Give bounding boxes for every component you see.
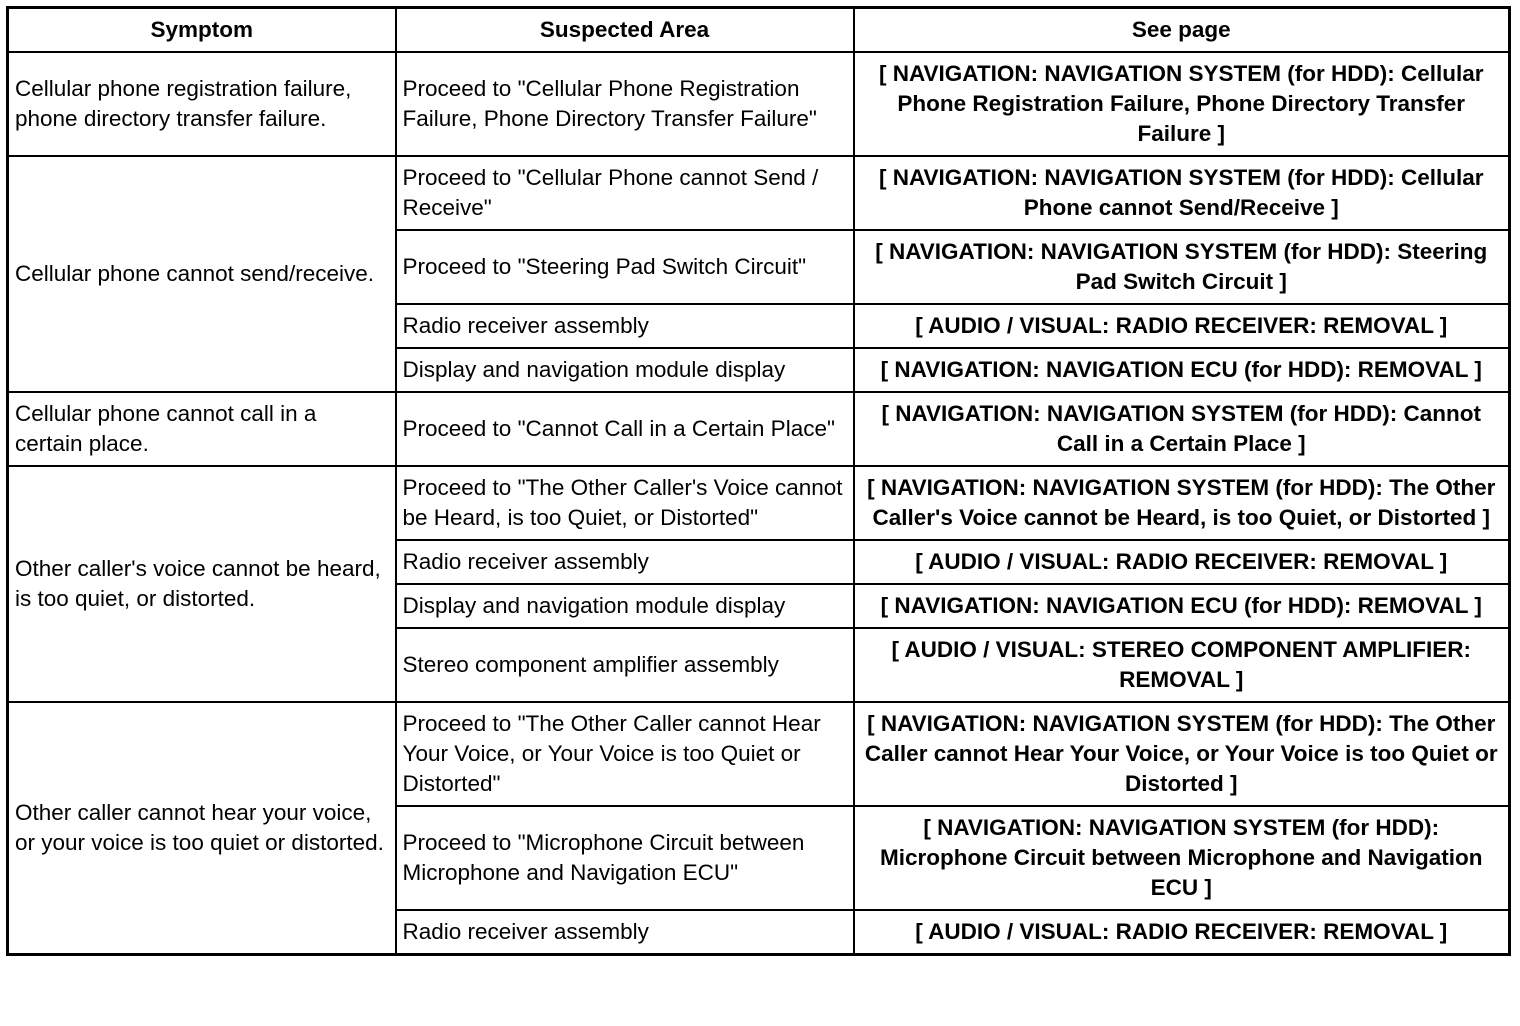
symptom-cell: Cellular phone cannot call in a certain place. <box>8 392 396 466</box>
header-symptom: Symptom <box>8 8 396 53</box>
see-page-link[interactable]: [ NAVIGATION: NAVIGATION SYSTEM (for HDD): Microphone Circuit between Microphone and Navigation ECU ] <box>854 806 1510 910</box>
header-row <box>8 8 1510 53</box>
header-see-page: See page <box>854 8 1510 53</box>
suspected-area-cell: Radio receiver assembly <box>396 304 854 348</box>
suspected-area-cell: Proceed to "Cellular Phone cannot Send / Receive" <box>396 156 854 230</box>
suspected-area-cell: Display and navigation module display <box>396 584 854 628</box>
troubleshooting-table <box>6 6 1511 956</box>
see-page-link[interactable]: [ NAVIGATION: NAVIGATION SYSTEM (for HDD): Steering Pad Switch Circuit ] <box>854 230 1510 304</box>
table-row <box>8 466 1510 540</box>
see-page-link[interactable]: [ NAVIGATION: NAVIGATION SYSTEM (for HDD): The Other Caller's Voice cannot be Heard, is too Quiet, or Distorted ] <box>854 466 1510 540</box>
see-page-link[interactable]: [ AUDIO / VISUAL: RADIO RECEIVER: REMOVAL ] <box>854 304 1510 348</box>
suspected-area-cell: Proceed to "Cannot Call in a Certain Place" <box>396 392 854 466</box>
table-row <box>8 156 1510 230</box>
header-suspected-area: Suspected Area <box>396 8 854 53</box>
table-row <box>8 702 1510 806</box>
suspected-area-cell: Proceed to "Cellular Phone Registration Failure, Phone Directory Transfer Failure" <box>396 52 854 156</box>
suspected-area-cell: Radio receiver assembly <box>396 540 854 584</box>
see-page-link[interactable]: [ NAVIGATION: NAVIGATION SYSTEM (for HDD): Cannot Call in a Certain Place ] <box>854 392 1510 466</box>
suspected-area-cell: Display and navigation module display <box>396 348 854 392</box>
symptom-cell: Cellular phone registration failure, phone directory transfer failure. <box>8 52 396 156</box>
symptom-cell: Other caller cannot hear your voice, or your voice is too quiet or distorted. <box>8 702 396 955</box>
troubleshooting-table-container <box>6 6 1508 956</box>
suspected-area-cell: Radio receiver assembly <box>396 910 854 955</box>
see-page-link[interactable]: [ NAVIGATION: NAVIGATION ECU (for HDD): REMOVAL ] <box>854 348 1510 392</box>
suspected-area-cell: Proceed to "The Other Caller's Voice cannot be Heard, is too Quiet, or Distorted" <box>396 466 854 540</box>
suspected-area-cell: Stereo component amplifier assembly <box>396 628 854 702</box>
suspected-area-cell: Proceed to "The Other Caller cannot Hear Your Voice, or Your Voice is too Quiet or Distorted" <box>396 702 854 806</box>
see-page-link[interactable]: [ AUDIO / VISUAL: RADIO RECEIVER: REMOVAL ] <box>854 540 1510 584</box>
see-page-link[interactable]: [ NAVIGATION: NAVIGATION ECU (for HDD): REMOVAL ] <box>854 584 1510 628</box>
suspected-area-cell: Proceed to "Steering Pad Switch Circuit" <box>396 230 854 304</box>
symptom-cell: Cellular phone cannot send/receive. <box>8 156 396 392</box>
table-row <box>8 52 1510 156</box>
see-page-link[interactable]: [ NAVIGATION: NAVIGATION SYSTEM (for HDD): Cellular Phone cannot Send/Receive ] <box>854 156 1510 230</box>
suspected-area-cell: Proceed to "Microphone Circuit between Microphone and Navigation ECU" <box>396 806 854 910</box>
see-page-link[interactable]: [ AUDIO / VISUAL: RADIO RECEIVER: REMOVAL ] <box>854 910 1510 955</box>
symptom-cell: Other caller's voice cannot be heard, is too quiet, or distorted. <box>8 466 396 702</box>
see-page-link[interactable]: [ NAVIGATION: NAVIGATION SYSTEM (for HDD): The Other Caller cannot Hear Your Voice, or Your Voice is too Quiet or Distorted ] <box>854 702 1510 806</box>
table-row <box>8 392 1510 466</box>
see-page-link[interactable]: [ AUDIO / VISUAL: STEREO COMPONENT AMPLIFIER: REMOVAL ] <box>854 628 1510 702</box>
see-page-link[interactable]: [ NAVIGATION: NAVIGATION SYSTEM (for HDD): Cellular Phone Registration Failure, Phone Directory Transfer Failure ] <box>854 52 1510 156</box>
